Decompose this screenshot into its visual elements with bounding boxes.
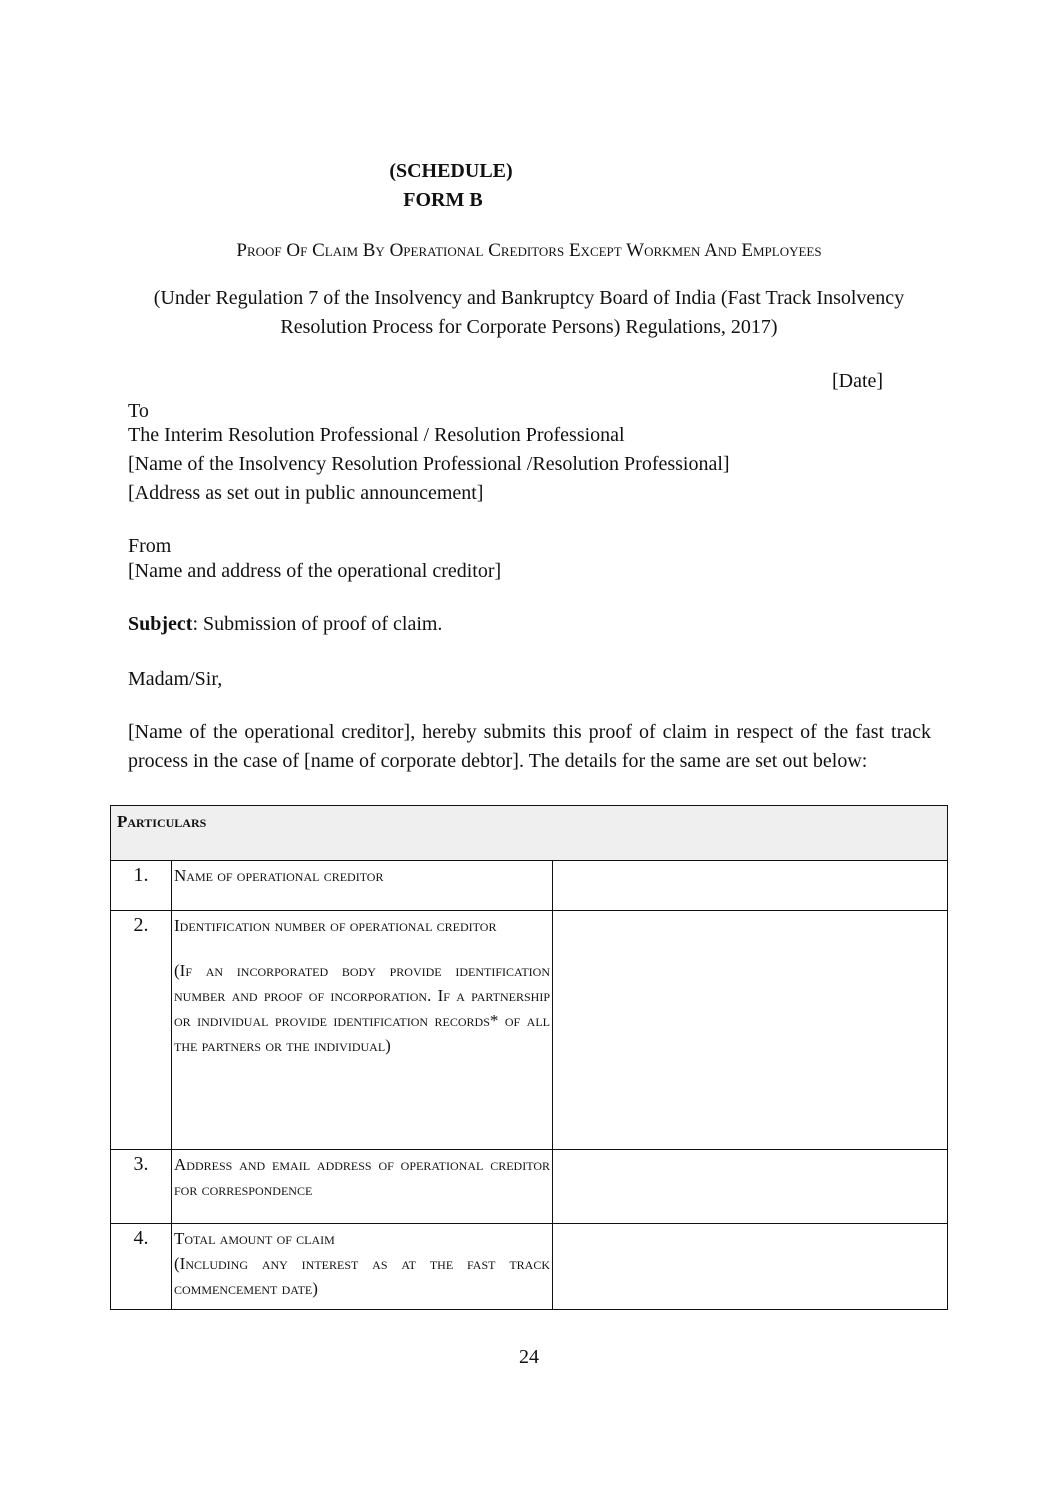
to-line-3: [Address as set out in public announcement]: [128, 482, 484, 504]
row-number: 1.: [111, 861, 172, 911]
row-value-cell[interactable]: [553, 1224, 948, 1310]
particulars-header: Particulars: [111, 806, 948, 861]
row-label-text: Address and email address of operational creditor for correspondence: [174, 1155, 550, 1199]
row-label-text: Identification number of operational creditor: [174, 916, 497, 935]
row-number: 2.: [111, 911, 172, 1150]
row-label: [172, 911, 553, 1150]
table-row: [111, 861, 948, 911]
row-value-cell[interactable]: [553, 861, 948, 911]
row-label-text: Total amount of claim: [174, 1229, 335, 1248]
table-header-row: [111, 806, 948, 861]
row-value-cell[interactable]: [553, 911, 948, 1150]
row-value-cell[interactable]: [553, 1150, 948, 1224]
intro-paragraph: [Name of the operational creditor], hereby submits this proof of claim in respect of the fast track process in the case of [name of corporate debtor]. The details for the same are set out below:: [128, 721, 931, 772]
schedule-heading: (SCHEDULE): [389, 160, 513, 182]
regulation-line-1: (Under Regulation 7 of the Insolvency and Bankruptcy Board of India (Fast Track Insolvency: [153, 287, 905, 309]
row-label: [172, 1224, 553, 1310]
subject-label: Subject: [128, 613, 193, 635]
table-row: [111, 911, 948, 1150]
from-line-1: [Name and address of the operational creditor]: [128, 560, 502, 582]
particulars-table: [110, 805, 948, 1310]
to-line-1: The Interim Resolution Professional / Resolution Professional: [128, 424, 625, 446]
page-number: 24: [519, 1346, 539, 1368]
table-row: [111, 1224, 948, 1310]
row-note-text: (If an incorporated body provide identification number and proof of incorporation. If a partnership or individual provide identification records* of all the partners or the individual): [174, 961, 550, 1055]
salutation: Madam/Sir,: [128, 668, 223, 690]
table-row: [111, 1150, 948, 1224]
subject-text: : Submission of proof of claim.: [192, 613, 443, 635]
to-label: To: [128, 400, 149, 422]
date-placeholder: [Date]: [832, 370, 884, 392]
row-number: 4.: [111, 1224, 172, 1310]
from-label: From: [128, 535, 172, 557]
row-number: 3.: [111, 1150, 172, 1224]
row-label: [172, 861, 553, 911]
form-heading: FORM B: [403, 189, 483, 211]
row-note-text: (Including any interest as at the fast track commencement date): [174, 1254, 550, 1298]
row-label-text: Name of operational creditor: [174, 866, 384, 885]
row-label: [172, 1150, 553, 1224]
regulation-line-2: Resolution Process for Corporate Persons) Regulations, 2017): [280, 316, 778, 338]
form-title: Proof Of Claim By Operational Creditors Except Workmen And Employees: [236, 240, 822, 261]
subject-line: [128, 613, 442, 636]
row-spacer: [174, 938, 550, 958]
to-line-2: [Name of the Insolvency Resolution Professional /Resolution Professional]: [128, 453, 730, 475]
